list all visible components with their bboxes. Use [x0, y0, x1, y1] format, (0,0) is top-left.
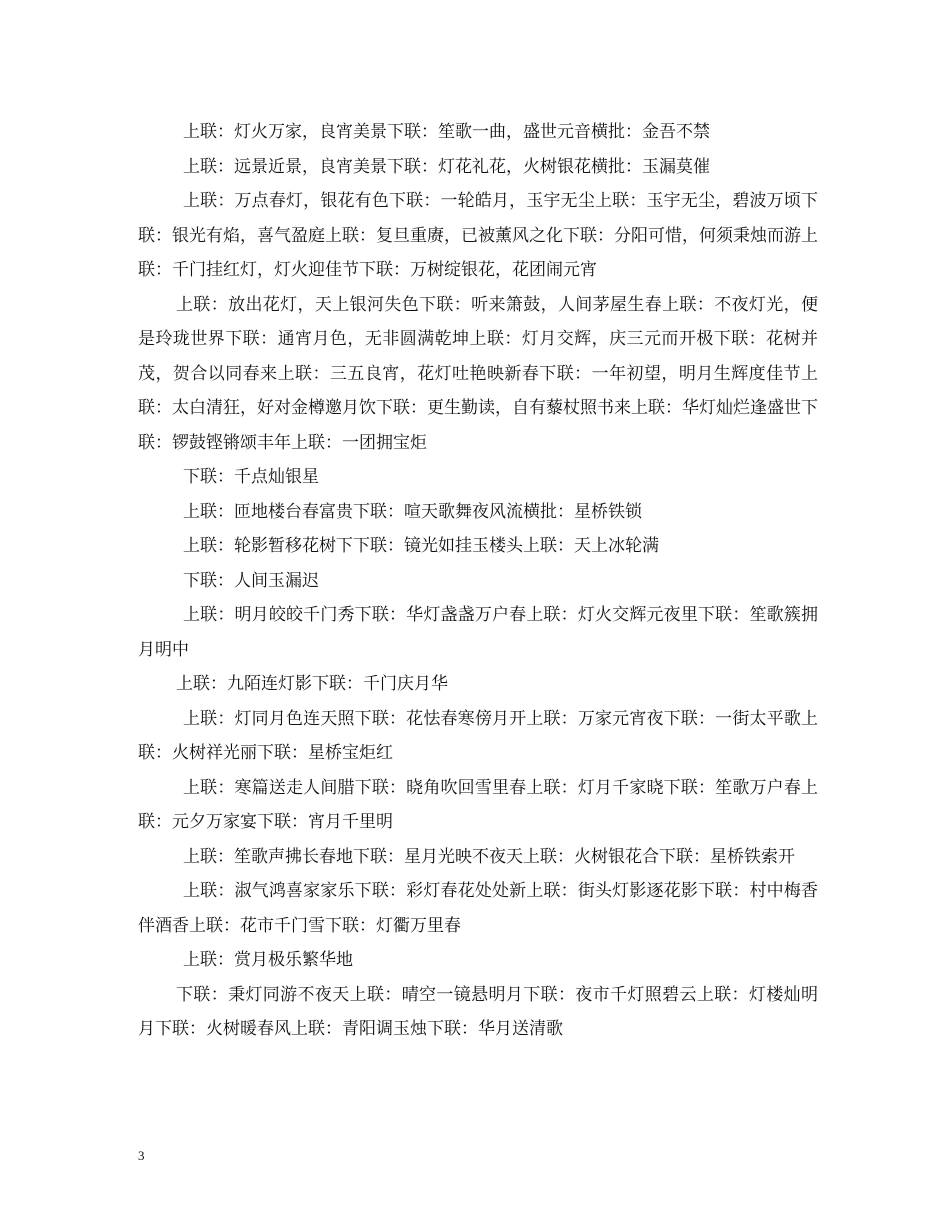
- paragraph-10: 上联：九陌连灯影下联：千门庆月华: [176, 674, 448, 694]
- paragraph-7: 上联：轮影暂移花树下下联：镜光如挂玉楼头上联：天上冰轮满: [183, 536, 659, 556]
- paragraph-13: 上联：笙歌声拂长春地下联：星月光映不夜天上联：火树银花合下联：星桥铁索开: [183, 846, 795, 867]
- paragraph-5: 下联：千点灿银星: [183, 467, 319, 487]
- paragraph-9: 上联：明月皎皎千门秀下联：华灯盏盏万户春上联：灯火交辉元夜里下联：笙歌簇拥月明中: [138, 605, 818, 660]
- paragraph-11: 上联：灯同月色连天照下联：花怯春寒傍月开上联：万家元宵夜下联：一街太平歌上联：火树祥光丽下联：星桥宝炬红: [138, 708, 818, 763]
- paragraph-1: 上联：灯火万家，良宵美景下联：笙歌一曲，盛世元音横批：金吾不禁: [183, 122, 710, 142]
- paragraph-6: 上联：匝地楼台春富贵下联：喧天歌舞夜风流横批：星桥铁锁: [183, 501, 642, 522]
- paragraph-3: 上联：万点春灯，银花有色下联：一轮皓月，玉宇无尘上联：玉宇无尘，碧波万顷下联：银光有焰，喜气盈庭上联：复旦重赓，已被薰风之化下联：分阳可惜，何须秉烛而游上联：千门挂红灯，灯火迎佳节下联：万树绽银花，花团闹元宵: [138, 191, 818, 280]
- page-number: 3: [138, 1148, 145, 1163]
- paragraph-4: 上联：放出花灯，天上银河失色下联：听来箫鼓，人间茅屋生春上联：不夜灯光，便是玲珑世界下联：通宵月色，无非圆满乾坤上联：灯月交辉，庆三元而开极下联：花树并茂，贺合以同春来上联：三五良宵，花灯吐艳映新春下联：一年初望，明月生辉度佳节上联：太白清狂，好对金樽邀月饮下联：更生勤读，自有藜杖照书来上联：华灯灿烂逢盛世下联：锣鼓铿锵颂丰年上联：一团拥宝炬: [138, 294, 818, 453]
- paragraph-8: 下联：人间玉漏迟: [183, 570, 319, 591]
- body-text: [138, 115, 818, 1047]
- paragraph-2: 上联：远景近景，良宵美景下联：灯花礼花，火树银花横批：玉漏莫催: [183, 156, 710, 177]
- paragraph-16: 下联：秉灯同游不夜天上联：晴空一镜悬明月下联：夜市千灯照碧云上联：灯楼灿明月下联：火树暖春风上联：青阳调玉烛下联：华月送清歌: [138, 984, 818, 1039]
- paragraph-12: 上联：寒篇送走人间腊下联：晓角吹回雪里春上联：灯月千家晓下联：笙歌万户春上联：元夕万家宴下联：宵月千里明: [138, 777, 818, 832]
- paragraph-15: 上联：赏月极乐繁华地: [183, 950, 353, 970]
- paragraph-14: 上联：淑气鸿喜家家乐下联：彩灯春花处处新上联：街头灯影逐花影下联：村中梅香伴酒香上联：花市千门雪下联：灯衢万里春: [138, 881, 818, 936]
